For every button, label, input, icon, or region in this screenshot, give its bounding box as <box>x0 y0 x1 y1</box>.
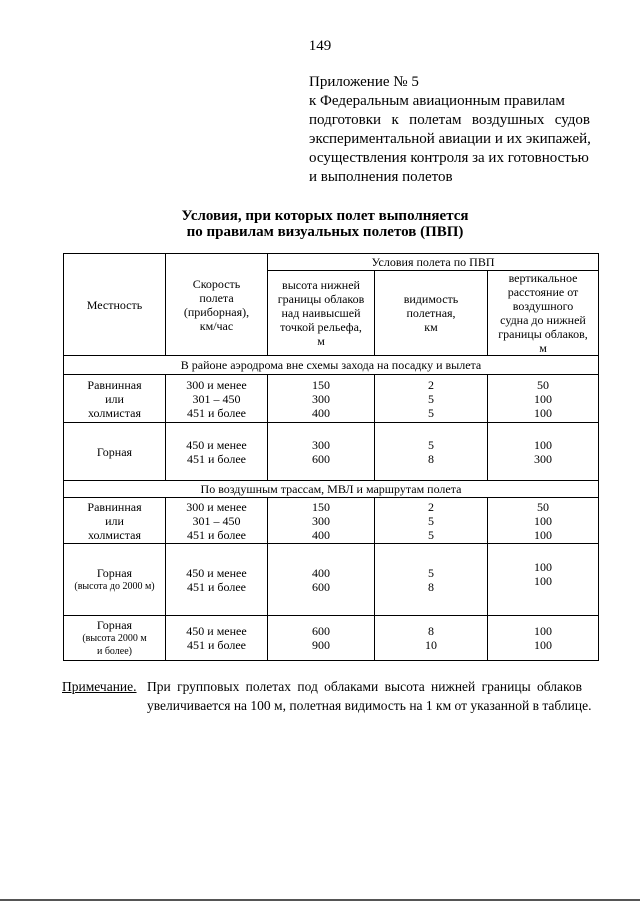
cell-visibility: 8 10 <box>375 616 488 661</box>
footnote-label: Примечание. <box>62 679 137 694</box>
cell-speed: 300 и менее 301 – 450 451 и более <box>166 498 268 544</box>
cell-vertical-distance: 100 100 <box>488 544 599 616</box>
cell-vertical-distance: 100 300 <box>488 423 599 481</box>
footnote-line: При групповых полетах под облаками высота нижней границы облаков <box>147 679 582 694</box>
appendix-line: экспериментальной авиации и их экипажей, <box>309 131 591 147</box>
section-title: В районе аэродрома вне схемы захода на посадку и вылета <box>64 356 599 375</box>
title-line: по правилам визуальных полетов (ПВП) <box>186 224 464 240</box>
cell-visibility: 2 5 5 <box>375 375 488 423</box>
cell-speed: 450 и менее 451 и более <box>166 544 268 616</box>
appendix-line: к Федеральным авиационным правилам <box>309 93 565 109</box>
cell-terrain: Равнинная или холмистая <box>64 498 166 544</box>
cell-vertical-distance: 100 100 <box>488 616 599 661</box>
document-title <box>90 208 560 240</box>
footnote-text <box>147 677 592 715</box>
table-row <box>64 423 599 481</box>
header-cloud-base: высота нижней границы облаков над наивысшей точкой рельефа, м <box>268 271 375 356</box>
table-row <box>64 544 599 616</box>
cell-terrain: Равнинная или холмистая <box>64 375 166 423</box>
cell-visibility: 5 8 <box>375 544 488 616</box>
cell-vertical-distance: 50 100 100 <box>488 375 599 423</box>
cell-cloud-base: 600 900 <box>268 616 375 661</box>
cell-speed: 450 и менее 451 и более <box>166 423 268 481</box>
header-visibility: видимость полетная, км <box>375 271 488 356</box>
footnote-line: увеличивается на 100 м, полетная видимость на 1 км от указанной в таблице. <box>147 698 592 713</box>
section-row <box>64 481 599 498</box>
cell-cloud-base: 400 600 <box>268 544 375 616</box>
cell-terrain: Горная (высота 2000 м и более) <box>64 616 166 661</box>
header-speed: Скорость полета (приборная), км/час <box>166 254 268 356</box>
appendix-line: подготовки к полетам воздушных судов <box>309 112 590 128</box>
cell-cloud-base: 300 600 <box>268 423 375 481</box>
page-edge <box>0 899 640 901</box>
flight-conditions-table <box>63 253 599 661</box>
section-row <box>64 356 599 375</box>
cell-cloud-base: 150 300 400 <box>268 498 375 544</box>
title-line: Условия, при которых полет выполняется <box>181 208 469 224</box>
cell-visibility: 5 8 <box>375 423 488 481</box>
table-row <box>64 498 599 544</box>
table-header-row <box>64 254 599 271</box>
cell-speed: 450 и менее 451 и более <box>166 616 268 661</box>
appendix-line: Приложение № 5 <box>309 74 419 90</box>
page-number: 149 <box>308 38 332 54</box>
appendix-line: и выполнения полетов <box>309 169 453 185</box>
section-title: По воздушным трассам, МВЛ и маршрутам полета <box>64 481 599 498</box>
table-row <box>64 616 599 661</box>
cell-terrain: Горная (высота до 2000 м) <box>64 544 166 616</box>
table-row <box>64 375 599 423</box>
cell-cloud-base: 150 300 400 <box>268 375 375 423</box>
cell-visibility: 2 5 5 <box>375 498 488 544</box>
header-vfr-conditions: Условия полета по ПВП <box>268 254 599 271</box>
header-vertical-distance: вертикальное расстояние от воздушного судна до нижней границы облаков, м <box>488 271 599 356</box>
cell-terrain: Горная <box>64 423 166 481</box>
cell-vertical-distance: 50 100 100 <box>488 498 599 544</box>
cell-speed: 300 и менее 301 – 450 451 и более <box>166 375 268 423</box>
appendix-line: осуществления контроля за их готовностью <box>309 150 589 166</box>
appendix-heading <box>309 73 590 187</box>
header-terrain: Местность <box>64 254 166 356</box>
